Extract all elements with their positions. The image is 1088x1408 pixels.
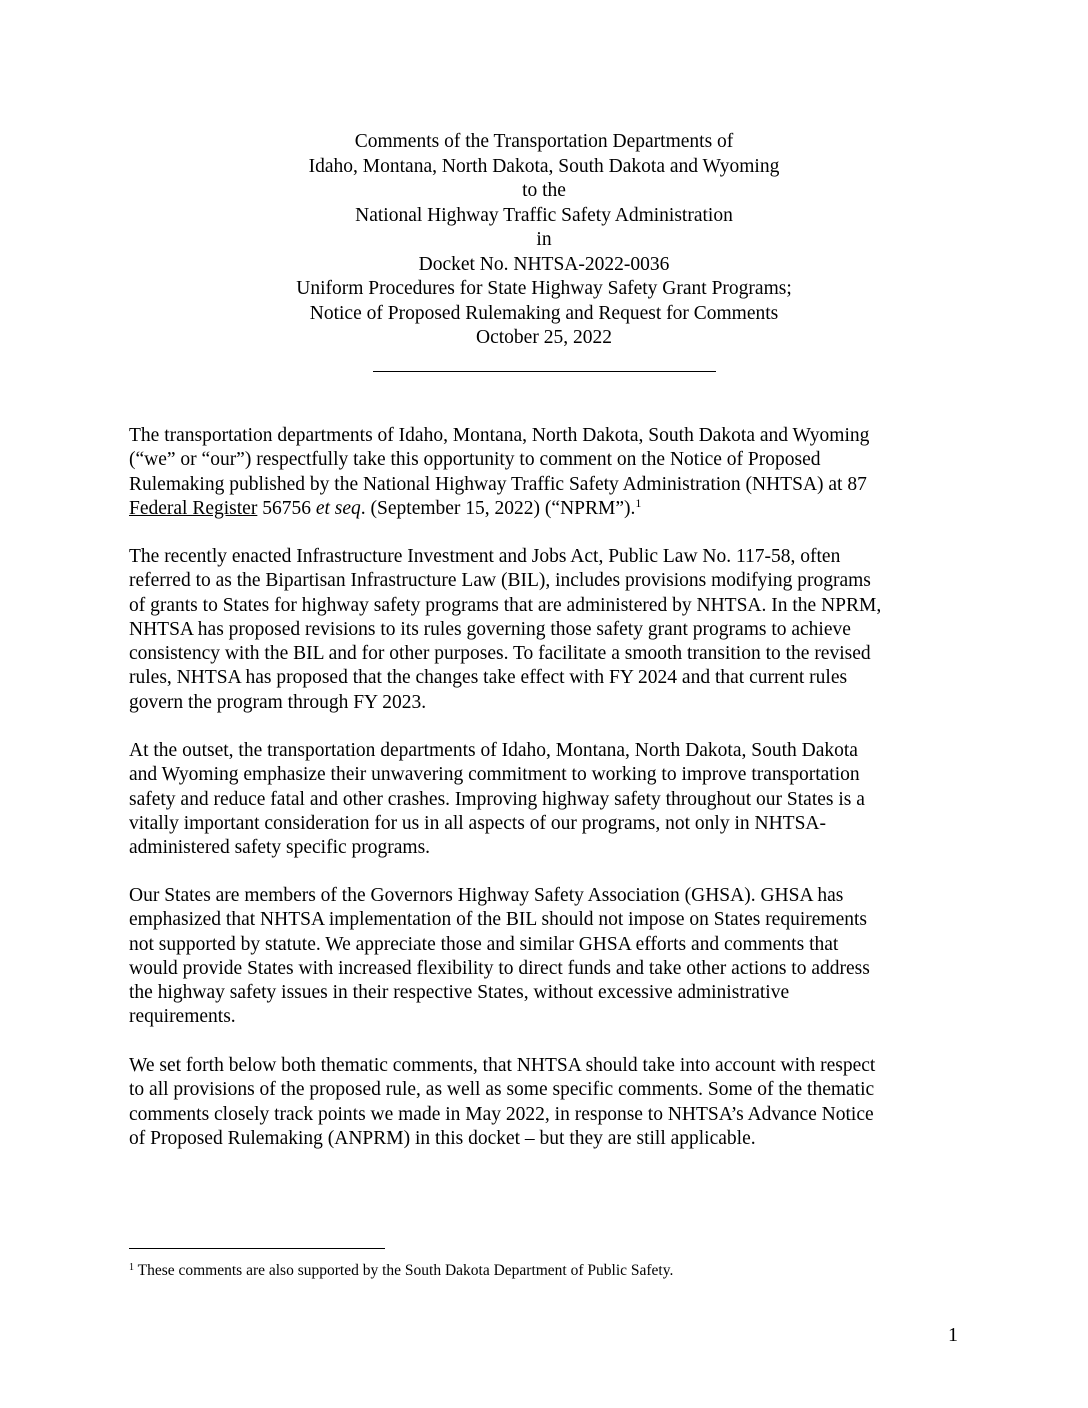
citation-date: . (September 15, 2022) (“NPRM”). xyxy=(360,497,636,519)
heading-line: October 25, 2022 xyxy=(476,327,612,348)
page-number: 1 xyxy=(948,1324,958,1346)
paragraph-4 xyxy=(129,884,969,1030)
citation-page: 56756 xyxy=(257,497,316,519)
footnote xyxy=(129,1262,673,1280)
paragraph-line: would provide States with increased flexibility to direct funds and take other actions to address xyxy=(129,957,870,979)
federal-register-citation: Federal Register xyxy=(129,497,258,519)
paragraph-line: We set forth below both thematic comments, that NHTSA should take into account with respect xyxy=(129,1055,876,1076)
footnote-reference: 1 xyxy=(635,495,642,510)
paragraph-2 xyxy=(129,545,969,715)
heading-line: Idaho, Montana, North Dakota, South Dakota and Wyoming xyxy=(308,155,780,177)
paragraph-line: (“we” or “our”) respectfully take this opportunity to comment on the Notice of Proposed xyxy=(129,449,821,471)
paragraph-line: NHTSA has proposed revisions to its rules governing those safety grant programs to achieve xyxy=(129,618,851,640)
document-heading xyxy=(0,130,1088,351)
paragraph-line: vitally important consideration for us in all aspects of our programs, not only in NHTSA- xyxy=(129,812,827,834)
paragraph-line: The recently enacted Infrastructure Investment and Jobs Act, Public Law No. 117-58, often xyxy=(129,546,841,567)
paragraph-line: not supported by statute. We appreciate those and similar GHSA efforts and comments that xyxy=(129,933,839,955)
paragraph-line: Our States are members of the Governors Highway Safety Association (GHSA). GHSA has xyxy=(129,885,844,906)
heading-line: in xyxy=(536,229,552,250)
footnote-divider xyxy=(129,1248,385,1249)
paragraph-line: to all provisions of the proposed rule, as well as some specific comments. Some of the thematic xyxy=(129,1079,875,1101)
paragraph-line: consistency with the BIL and for other purposes. To facilitate a smooth transition to the revised xyxy=(129,643,871,665)
footnote-number: 1 xyxy=(129,1262,134,1273)
paragraph-line: of grants to States for highway safety programs that are administered by NHTSA. In the NPRM, xyxy=(129,594,882,616)
footnote-text: These comments are also supported by the South Dakota Department of Public Safety. xyxy=(134,1262,674,1279)
paragraph-line: comments closely track points we made in May 2022, in response to NHTSA’s Advance Notice xyxy=(129,1103,874,1125)
paragraph-line: administered safety specific programs. xyxy=(129,837,431,859)
paragraph-line: emphasized that NHTSA implementation of the BIL should not impose on States requirements xyxy=(129,909,867,931)
paragraph-5 xyxy=(129,1054,969,1151)
heading-line: Uniform Procedures for State Highway Safety Grant Programs; xyxy=(296,278,792,299)
paragraph-line: Rulemaking published by the National Highway Traffic Safety Administration (NHTSA) at 87 xyxy=(129,473,867,495)
heading-line: Docket No. NHTSA-2022-0036 xyxy=(418,253,670,275)
paragraph-line: safety and reduce fatal and other crashes. Improving highway safety throughout our States is a xyxy=(129,788,865,810)
heading-line: National Highway Traffic Safety Administration xyxy=(355,204,733,226)
paragraph-line: requirements. xyxy=(129,1006,236,1028)
heading-line: to the xyxy=(522,180,566,201)
paragraph-line: referred to as the Bipartisan Infrastructure Law (BIL), includes provisions modifying programs xyxy=(129,570,871,592)
paragraph-line: The transportation departments of Idaho, Montana, North Dakota, South Dakota and Wyoming xyxy=(129,425,870,446)
paragraph-line: At the outset, the transportation departments of Idaho, Montana, North Dakota, South Dakota xyxy=(129,740,858,761)
paragraph-line: rules, NHTSA has proposed that the changes take effect with FY 2024 and that current rules xyxy=(129,667,848,689)
paragraph-line: the highway safety issues in their respective States, without excessive administrative xyxy=(129,982,790,1004)
paragraph-line: govern the program through FY 2023. xyxy=(129,691,427,713)
paragraph-line: of Proposed Rulemaking (ANPRM) in this docket – but they are still applicable. xyxy=(129,1127,756,1149)
paragraph-3 xyxy=(129,739,969,860)
paragraph-line xyxy=(129,497,969,521)
heading-divider xyxy=(373,371,716,372)
paragraph-1 xyxy=(129,424,969,521)
heading-line: Notice of Proposed Rulemaking and Request for Comments xyxy=(309,302,779,324)
paragraph-line: and Wyoming emphasize their unwavering commitment to working to improve transportation xyxy=(129,764,860,786)
et-seq: et seq xyxy=(315,497,361,519)
heading-line: Comments of the Transportation Departments of xyxy=(354,131,734,152)
